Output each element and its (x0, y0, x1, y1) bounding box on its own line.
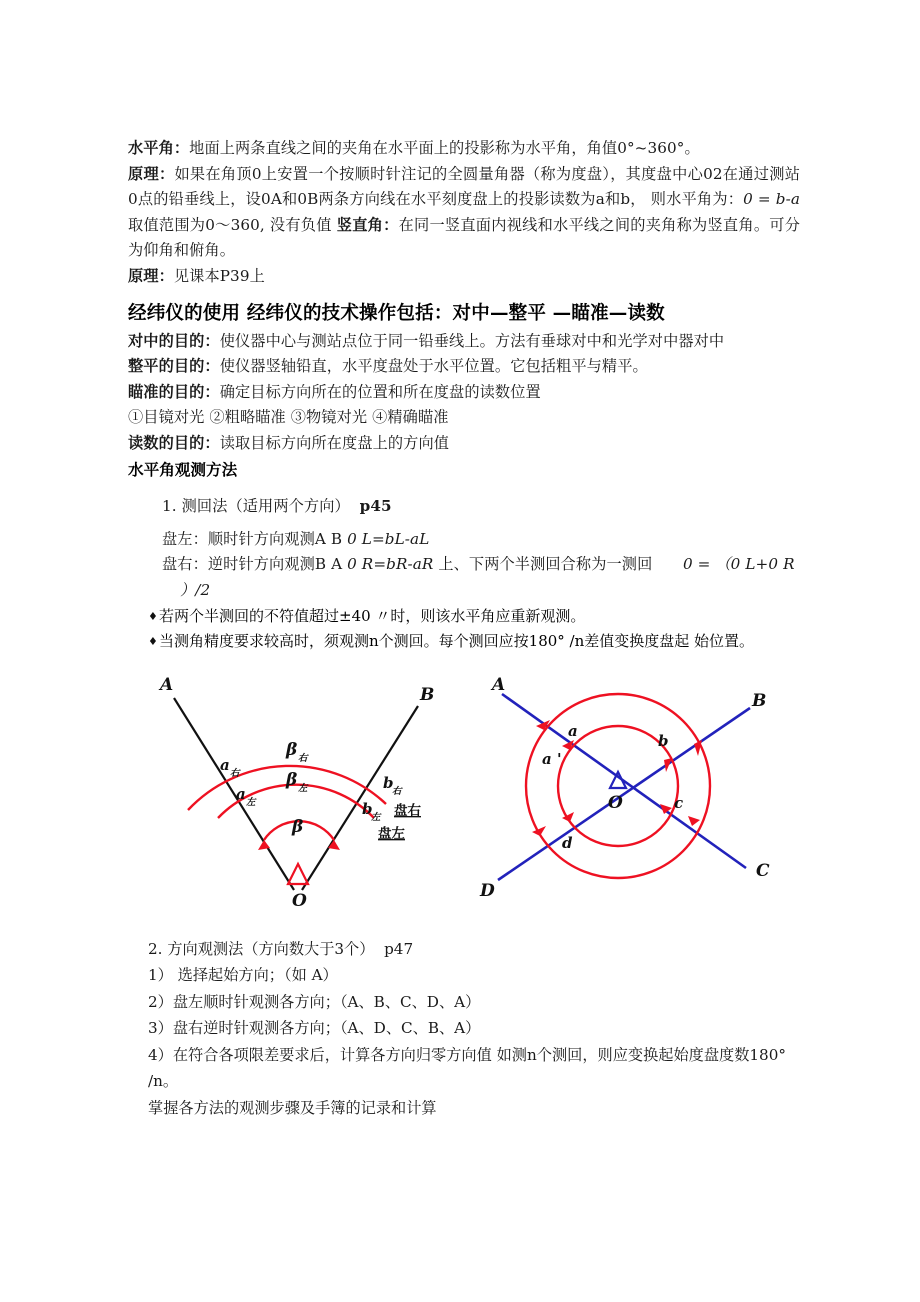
label-b-left (362, 800, 382, 823)
label-beta-left-sub: 左 (298, 782, 308, 794)
label-point-A: A (492, 674, 506, 695)
label-beta-right (285, 740, 309, 764)
method1-combo-formula-cont (180, 578, 800, 604)
body-principle-2: 见课本P39上 (173, 266, 265, 285)
arrow-outer-C-icon (688, 816, 700, 826)
method1-face-left (162, 527, 800, 553)
face-right-tail: 上、下两个半测回合称为一测回 (433, 555, 683, 574)
method1-title (162, 494, 800, 520)
label-b-left-base: b (362, 799, 373, 818)
combo-formula-line1: 0 = （0 L+0 R (682, 555, 795, 574)
label-beta: β (292, 816, 304, 837)
subheading-observation-methods: 水平角观测方法 (128, 459, 238, 479)
purpose-reading-term: 读数的目的： (128, 433, 220, 452)
label-arc-a-prime: a ' (542, 749, 562, 768)
outer-degree-circle (526, 694, 710, 878)
diamond-bullet-icon: ♦ (148, 609, 158, 623)
method2-step-1: 1） 选择起始方向；（如 A） (148, 966, 338, 984)
label-b-right-sub: 右 (392, 785, 402, 797)
method1-page-ref: p45 (359, 497, 392, 516)
label-b-left-sub: 左 (371, 811, 381, 823)
purpose-centering-term: 对中的目的： (128, 331, 220, 350)
label-a-left-sub: 左 (246, 796, 256, 808)
line-OB (302, 706, 418, 890)
body-principle-a: 如果在角顶0上安置一个按顺时针注记的全圆量角器（称为度盘），其度盘中心02在通过测站0点的铅垂线上，设0A和0B两条方向线在水平刻度盘上的投影读数为a和b， 则水平角为： (128, 164, 800, 209)
method1-bullet-1 (148, 604, 800, 629)
method1-bullet-2 (148, 629, 800, 654)
paragraph-horizontal-angle (128, 136, 800, 162)
label-b-right-base: b (383, 773, 394, 792)
paragraph-principle-1 (128, 162, 800, 264)
figure-direction-method (466, 668, 796, 922)
term-vertical-angle: 竖直角： (336, 215, 399, 234)
label-point-B: B (752, 690, 767, 711)
line-D-to-B (498, 708, 750, 880)
purpose-sighting (128, 380, 800, 406)
label-point-D: D (480, 880, 495, 901)
figure-left-svg (146, 668, 446, 930)
label-point-B: B (420, 684, 435, 705)
method2-step-4: 4）在符合各项限差要求后，计算各方向归零方向值 如测n个测回，则应变换起始度盘度数180° /n。 (148, 1045, 786, 1090)
label-point-C: C (756, 860, 770, 881)
method2-step-2: 2）盘左顺时针观测各方向；（A、B、C、D、A） (148, 992, 481, 1011)
section-heading-theodolite: 经纬仪的使用 经纬仪的技术操作包括：对中—整平 —瞄准—读数 (128, 302, 665, 324)
label-a-right-base: a (220, 755, 230, 774)
face-right-body: 逆时针方向观测B A (207, 555, 348, 574)
method1-title-text: 1. 测回法（适用两个方向） (162, 497, 350, 516)
document-content (128, 136, 800, 1121)
caption-pan-zuo: 盘左 (378, 825, 405, 842)
term-principle-2: 原理： (128, 266, 174, 285)
face-left-formula-sym: 0 L (347, 529, 372, 548)
label-beta-left (285, 770, 309, 794)
purpose-centering-body: 使仪器中心与测站点位于同一铅垂线上。方法有垂球对中和光学对中器对中 (219, 331, 725, 350)
purpose-sighting-term: 瞄准的目的： (128, 382, 220, 401)
figure-band (136, 668, 800, 936)
face-left-label: 盘左： (162, 529, 208, 548)
body-principle-c: 在同一竖直面内视线和水平线之间的夹角称为竖直角。可分为仰角和俯角。 (128, 215, 801, 260)
label-arc-a: a (568, 721, 578, 740)
purpose-leveling-body: 使仪器竖轴铅直，水平度盘处于水平位置。它包括粗平与精平。 (219, 357, 648, 376)
paragraph-principle-2 (128, 264, 800, 290)
purpose-reading-body: 读取目标方向所在度盘上的方向值 (219, 433, 450, 452)
label-arc-c: c (674, 793, 684, 812)
label-beta-left-base: β (286, 769, 298, 790)
purpose-reading (128, 431, 800, 457)
label-arc-d: d (562, 833, 573, 852)
purpose-sighting-body: 确定目标方向所在的位置和所在度盘的读数位置 (219, 382, 541, 401)
method1-bullet-2-text: 当测角精度要求较高时，须观测n个测回。每个测回应按180° /n差值变换度盘起 始位置。 (159, 631, 755, 650)
term-principle: 原理： (128, 164, 175, 183)
combo-formula-line2: ）/2 (180, 580, 211, 599)
arrow-inner-B-icon (664, 758, 672, 772)
figure-right-svg (466, 668, 796, 918)
label-a-left-base: a (236, 784, 246, 803)
label-point-O: O (292, 890, 307, 911)
line-OA (174, 698, 294, 890)
label-a-right-sub: 右 (230, 767, 240, 779)
face-right-label: 盘右： (162, 555, 208, 574)
face-left-body: 顺时针方向观测A B (207, 529, 348, 548)
method2-title (148, 936, 800, 963)
station-marker-triangle-icon (288, 864, 308, 884)
face-left-formula-eq: =bL-aL (371, 529, 430, 548)
label-point-O: O (608, 792, 623, 813)
body-principle-b: 取值范围为0〜360, 没有负值 (128, 215, 332, 234)
label-beta-right-sub: 右 (298, 752, 308, 764)
purpose-leveling-term: 整平的目的： (128, 357, 220, 376)
method1-bullet-1-text: 若两个半测回的不符值超过±40 〃时，则该水平角应重新观测。 (159, 606, 586, 625)
label-b-right (383, 774, 403, 797)
method2-step-3: 3）盘右逆时针观测各方向；（A、D、C、B、A） (148, 1019, 481, 1037)
body-horizontal-angle: 地面上两条直线之间的夹角在水平面上的投影称为水平角，角值0°~360°。 (189, 139, 700, 157)
figure-single-round-method (146, 668, 446, 934)
closing-note: 掌握各方法的观测步骤及手簿的记录和计算 (148, 1098, 437, 1117)
face-right-formula-eq: =bR-aR (373, 555, 434, 574)
purpose-leveling (128, 354, 800, 380)
label-a-left (236, 785, 257, 808)
face-right-formula-sym: 0 R (347, 555, 374, 574)
method2-page-ref: p47 (384, 939, 414, 958)
caption-pan-you: 盘右 (394, 802, 421, 819)
method2-title-text: 2. 方向观测法（方向数大于3个） (148, 939, 375, 958)
aim-steps-list: ①目镜对光 ②粗略瞄准 ③物镜对光 ④精确瞄准 (128, 408, 449, 427)
formula-horizontal-angle: 0 = b-a (743, 190, 800, 209)
label-point-A: A (160, 674, 174, 695)
purpose-centering (128, 329, 800, 355)
term-horizontal-angle: 水平角： (128, 139, 190, 157)
label-arc-b: b (658, 731, 669, 750)
arrow-outer-D-icon (532, 826, 546, 836)
diamond-bullet-icon: ♦ (148, 634, 158, 648)
label-beta-right-base: β (286, 739, 298, 760)
method1-face-right (162, 552, 800, 578)
